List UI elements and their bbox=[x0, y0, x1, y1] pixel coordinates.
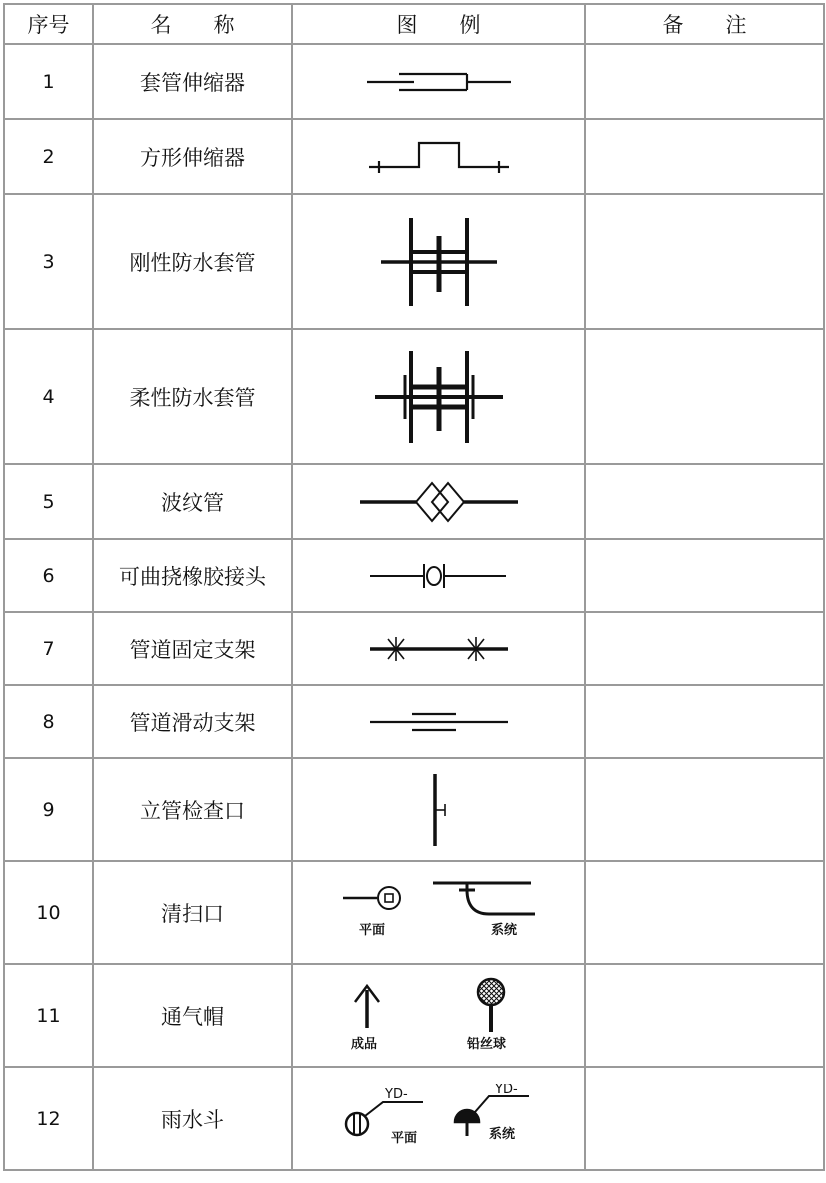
table-row bbox=[4, 194, 824, 329]
row-no: 2 bbox=[4, 119, 93, 194]
row-no: 1 bbox=[4, 44, 93, 119]
u-shape-expansion-joint-symbol bbox=[292, 119, 585, 194]
row-no: 12 bbox=[4, 1067, 93, 1170]
row-name: 方形伸缩器 bbox=[93, 119, 292, 194]
row-note bbox=[585, 685, 824, 758]
table-row bbox=[4, 758, 824, 861]
floor-cleanout-symbol bbox=[292, 861, 585, 964]
flexible-rubber-joint-symbol bbox=[292, 539, 585, 612]
row-note bbox=[585, 1067, 824, 1170]
vent-cap-wire-ball-label: 铅丝球 bbox=[466, 1036, 506, 1052]
cleanout-plan-label: 平面 bbox=[358, 922, 385, 938]
row-note bbox=[585, 44, 824, 119]
table-row bbox=[4, 464, 824, 539]
riser-cleanout-symbol bbox=[292, 758, 585, 861]
table-row bbox=[4, 539, 824, 612]
row-name: 套管伸缩器 bbox=[93, 44, 292, 119]
rain-hopper-symbol bbox=[292, 1067, 585, 1170]
symbol-legend-table bbox=[3, 3, 825, 1171]
row-name: 清扫口 bbox=[93, 861, 292, 964]
row-no: 7 bbox=[4, 612, 93, 685]
row-note bbox=[585, 194, 824, 329]
row-no: 6 bbox=[4, 539, 93, 612]
corrugated-pipe-symbol bbox=[292, 464, 585, 539]
sleeve-expansion-joint-symbol bbox=[292, 44, 585, 119]
row-note bbox=[585, 612, 824, 685]
table-row bbox=[4, 861, 824, 964]
row-no: 11 bbox=[4, 964, 93, 1067]
table-row bbox=[4, 685, 824, 758]
row-name: 波纹管 bbox=[93, 464, 292, 539]
flexible-waterproof-sleeve-symbol bbox=[292, 329, 585, 464]
row-name: 立管检查口 bbox=[93, 758, 292, 861]
row-note bbox=[585, 329, 824, 464]
sliding-pipe-support-symbol bbox=[292, 685, 585, 758]
table-row bbox=[4, 329, 824, 464]
rain-hopper-system-code: YD- bbox=[494, 1083, 518, 1097]
row-no: 9 bbox=[4, 758, 93, 861]
header-no: 序号 bbox=[4, 4, 93, 44]
fixed-pipe-support-symbol bbox=[292, 612, 585, 685]
rain-hopper-plan-label: 平面 bbox=[390, 1130, 417, 1146]
row-no: 5 bbox=[4, 464, 93, 539]
vent-cap-finished-label: 成品 bbox=[350, 1036, 377, 1052]
row-name: 雨水斗 bbox=[93, 1067, 292, 1170]
row-note bbox=[585, 758, 824, 861]
row-no: 4 bbox=[4, 329, 93, 464]
row-name: 刚性防水套管 bbox=[93, 194, 292, 329]
vent-cap-symbol bbox=[292, 964, 585, 1067]
row-name: 柔性防水套管 bbox=[93, 329, 292, 464]
table-row bbox=[4, 119, 824, 194]
table-row bbox=[4, 1067, 824, 1170]
row-note bbox=[585, 464, 824, 539]
rain-hopper-plan-code: YD- bbox=[384, 1086, 408, 1102]
row-no: 8 bbox=[4, 685, 93, 758]
table-row bbox=[4, 964, 824, 1067]
row-no: 10 bbox=[4, 861, 93, 964]
row-note bbox=[585, 119, 824, 194]
row-note bbox=[585, 964, 824, 1067]
table-row bbox=[4, 612, 824, 685]
rain-hopper-system-label: 系统 bbox=[488, 1126, 515, 1142]
header-note: 备 注 bbox=[585, 4, 824, 44]
table-header-row bbox=[4, 4, 824, 44]
row-name: 通气帽 bbox=[93, 964, 292, 1067]
row-name: 管道固定支架 bbox=[93, 612, 292, 685]
rigid-waterproof-sleeve-symbol bbox=[292, 194, 585, 329]
table-row bbox=[4, 44, 824, 119]
row-name: 管道滑动支架 bbox=[93, 685, 292, 758]
row-name: 可曲挠橡胶接头 bbox=[93, 539, 292, 612]
row-no: 3 bbox=[4, 194, 93, 329]
row-note bbox=[585, 861, 824, 964]
header-symbol: 图 例 bbox=[292, 4, 585, 44]
cleanout-system-label: 系统 bbox=[490, 922, 517, 938]
row-note bbox=[585, 539, 824, 612]
header-name: 名 称 bbox=[93, 4, 292, 44]
